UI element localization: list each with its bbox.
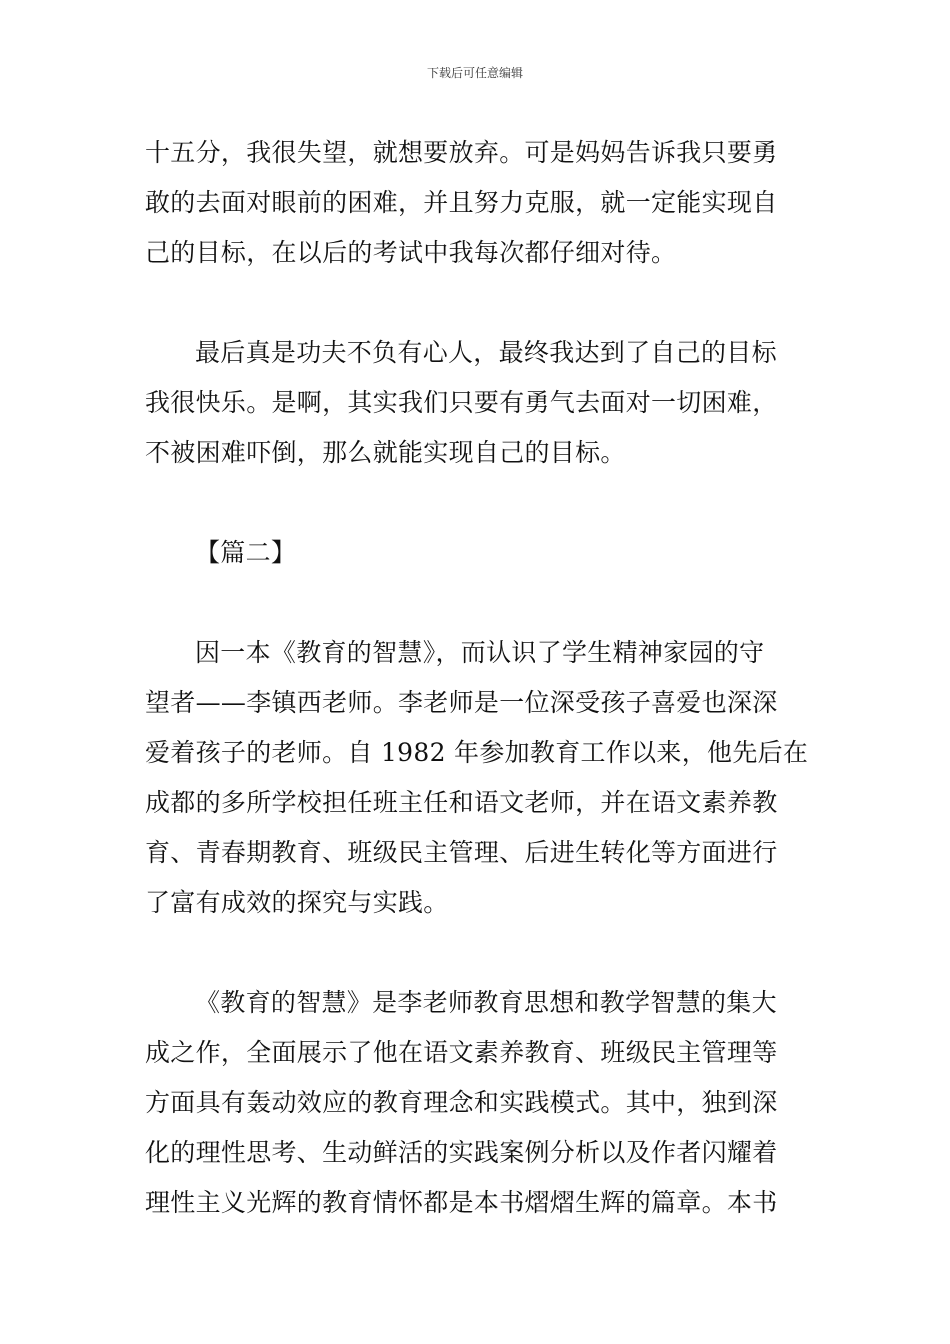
text-line: 我很快乐。是啊，其实我们只要有勇气去面对一切困难，: [145, 388, 778, 417]
paragraph-4: [145, 978, 805, 1228]
document-body: [145, 128, 809, 1228]
section-heading: [145, 528, 805, 578]
text-line: 己的目标，在以后的考试中我每次都仔细对待。: [145, 238, 677, 267]
text-line: 因一本《教育的智慧》，而认识了学生精神家园的守: [195, 638, 765, 667]
text-line: 方面具有轰动效应的教育理念和实践模式。其中，独到深: [145, 1088, 778, 1117]
text-line: 《教育的智慧》是李老师教育思想和教学智慧的集大: [195, 988, 777, 1017]
text-line: 了富有成效的探究与实践。: [145, 888, 449, 917]
page-header: 下载后可任意编辑: [426, 66, 523, 80]
text-line: 最后真是功夫不负有心人，最终我达到了自己的目标: [195, 338, 777, 367]
text-line: 理性主义光辉的教育情怀都是本书熠熠生辉的篇章。本书: [145, 1188, 778, 1217]
text-line: 爱着孩子的老师。自 1982 年参加教育工作以来，他先后在: [145, 738, 809, 767]
paragraph-2: [145, 328, 805, 478]
text-line: 育、青春期教育、班级民主管理、后进生转化等方面进行: [145, 838, 778, 867]
text-line: 敢的去面对眼前的困难，并且努力克服，就一定能实现自: [145, 188, 778, 217]
text-line: 成都的多所学校担任班主任和语文老师，并在语文素养教: [145, 788, 778, 817]
text-line: 十五分，我很失望，就想要放弃。可是妈妈告诉我只要勇: [145, 138, 778, 167]
paragraph-1: [145, 128, 805, 278]
text-line: 成之作，全面展示了他在语文素养教育、班级民主管理等: [145, 1038, 778, 1067]
text-line: 化的理性思考、生动鲜活的实践案例分析以及作者闪耀着: [145, 1138, 778, 1167]
paragraph-3: [145, 628, 809, 928]
section-title: 【篇二】: [195, 538, 297, 567]
text-line: 望者——李镇西老师。李老师是一位深受孩子喜爱也深深: [145, 688, 778, 717]
text-line: 不被困难吓倒，那么就能实现自己的目标。: [145, 438, 626, 467]
